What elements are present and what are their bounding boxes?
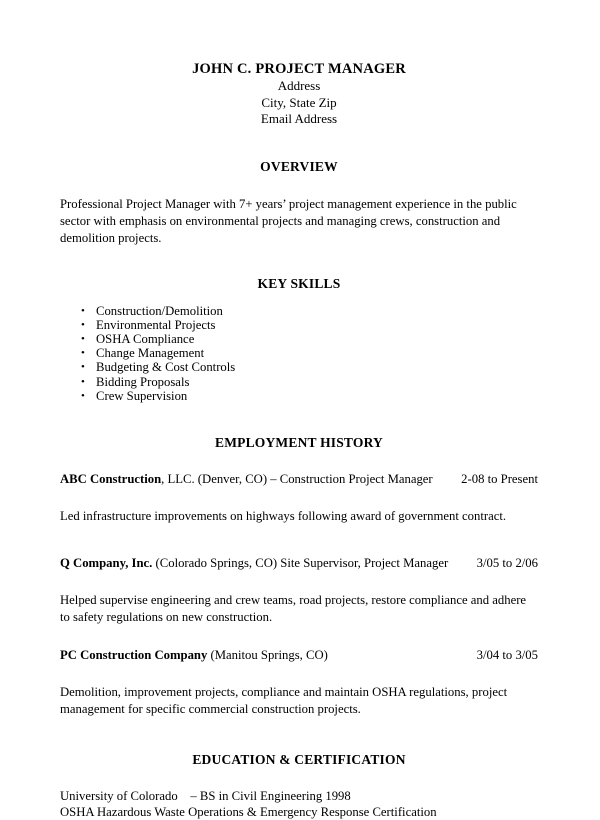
skill-label: Environmental Projects bbox=[96, 317, 216, 332]
job-entry-header bbox=[60, 647, 538, 664]
list-item bbox=[60, 332, 538, 346]
skill-label: Construction/Demolition bbox=[96, 303, 223, 318]
job-details: (Colorado Springs, CO) Site Supervisor, Project Manager bbox=[152, 555, 449, 570]
education-degree-line: University of Colorado – BS in Civil Engineering 1998 bbox=[60, 788, 351, 803]
job-details: (Manitou Springs, CO) bbox=[207, 647, 328, 662]
job-entry-header bbox=[60, 555, 538, 572]
section-heading-education: EDUCATION & CERTIFICATION bbox=[192, 751, 406, 767]
candidate-name: JOHN C. PROJECT MANAGER bbox=[192, 61, 406, 77]
section-heading-key-skills: KEY SKILLS bbox=[257, 275, 341, 291]
job-details: , LLC. (Denver, CO) – Construction Project Manager bbox=[161, 471, 433, 486]
list-item bbox=[60, 304, 538, 318]
bullet-icon: • bbox=[81, 347, 85, 360]
section-heading-overview: OVERVIEW bbox=[260, 158, 338, 174]
job-dates: 2-08 to Present bbox=[461, 471, 538, 486]
job-title-block bbox=[60, 647, 477, 664]
education-certification-line: OSHA Hazardous Waste Operations & Emergency Response Certification bbox=[60, 804, 437, 819]
contact-email: Email Address bbox=[260, 111, 338, 126]
skill-label: Crew Supervision bbox=[96, 388, 188, 403]
list-item bbox=[60, 389, 538, 403]
education-block bbox=[60, 788, 538, 820]
resume-header bbox=[60, 60, 538, 128]
job-title-block bbox=[60, 471, 461, 488]
job-description: Led infrastructure improvements on highways following award of government contract. bbox=[60, 508, 507, 523]
list-item bbox=[60, 318, 538, 332]
job-dates: 3/04 to 3/05 bbox=[476, 647, 538, 662]
section-heading-employment-history: EMPLOYMENT HISTORY bbox=[214, 434, 384, 450]
job-company: ABC Construction bbox=[60, 471, 162, 486]
job-company: PC Construction Company bbox=[60, 647, 208, 662]
skill-label: Change Management bbox=[96, 346, 205, 361]
contact-city-state-zip: City, State Zip bbox=[261, 94, 337, 110]
job-title-block bbox=[60, 555, 477, 572]
skill-label: Bidding Proposals bbox=[96, 374, 190, 389]
list-item bbox=[60, 375, 538, 389]
job-description: Helped supervise engineering and crew teams, road projects, restore compliance and adhere to safety regulations on new construction. bbox=[60, 592, 527, 624]
bullet-icon: • bbox=[81, 304, 85, 317]
key-skills-list bbox=[60, 304, 538, 403]
bullet-icon: • bbox=[81, 318, 85, 331]
contact-address: Address bbox=[277, 78, 321, 93]
bullet-icon: • bbox=[81, 389, 85, 402]
job-description: Demolition, improvement projects, compliance and maintain OSHA regulations, project management for specific commercial construction projects. bbox=[60, 684, 508, 716]
list-item bbox=[60, 360, 538, 374]
job-dates: 3/05 to 2/06 bbox=[476, 555, 538, 570]
job-company: Q Company, Inc. bbox=[60, 555, 153, 570]
list-item bbox=[60, 346, 538, 360]
skill-label: Budgeting & Cost Controls bbox=[96, 360, 236, 375]
bullet-icon: • bbox=[81, 332, 85, 345]
bullet-icon: • bbox=[81, 361, 85, 374]
bullet-icon: • bbox=[81, 375, 85, 388]
job-entry-header bbox=[60, 471, 538, 488]
skill-label: OSHA Compliance bbox=[96, 331, 195, 346]
overview-text: Professional Project Manager with 7+ years’ project management experience in the public sector with emphasis on environmental projects and managing crews, construction and demolition projects. bbox=[60, 196, 517, 245]
